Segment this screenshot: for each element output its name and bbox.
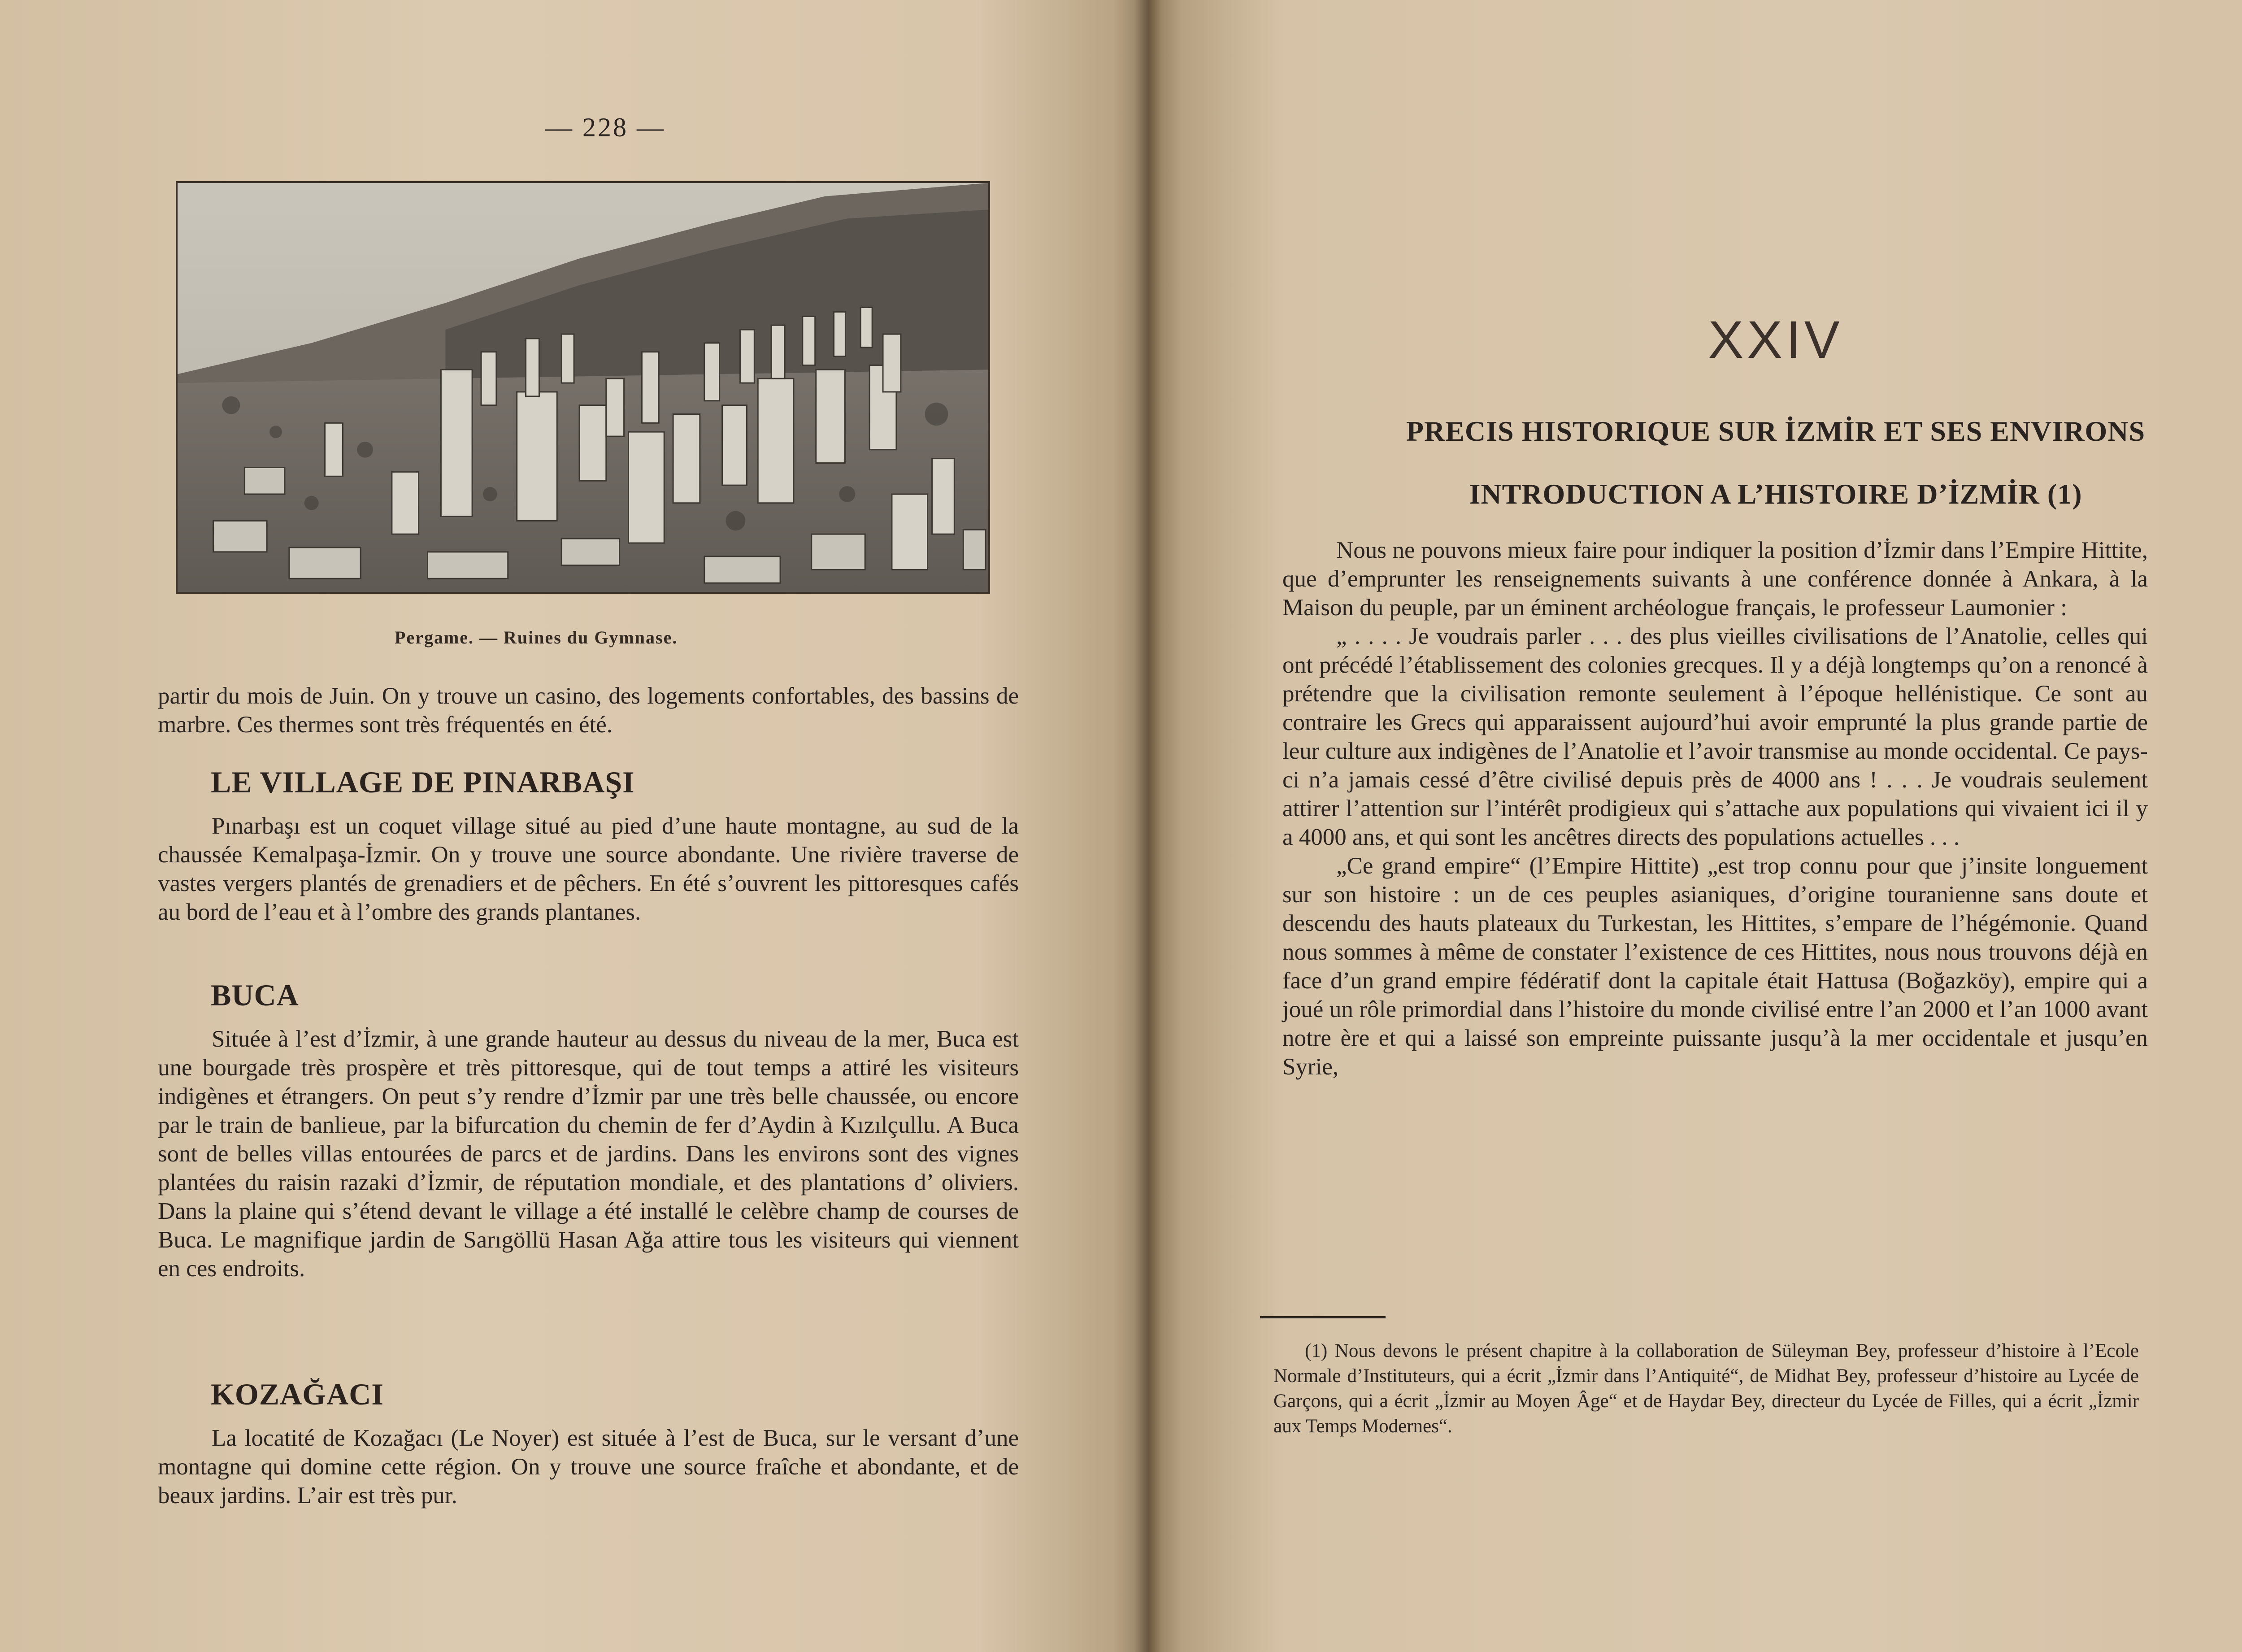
section-text: Située à l’est d’İzmir, à une grande hauteur au dessus du niveau de la mer, Buca est une bourgade très prospère et très pittoresque, qui de tout temps a attiré les visiteurs indigènes et étrangers. On peut s’y rendre d’İzmir par une très belle chaussée, ou encore par le train de banlieue, par la bifurcation du chemin de fer d’Aydin à Kızılçullu. A Buca sont de belles villas entourées de parcs et de jardins. Dans les environs sont des vignes plantées du raisin razaki d’İzmir, de réputation mondiale, et des plantations d’ oliviers. Dans la plaine qui s’étend devant le village a été installé le celèbre champ de courses de Buca. Le magnifique jardin de Sarıgöllü Hasan Ağa attire tous les visiteurs qui viennent en ces endroits. xyxy=(158,1026,1019,1282)
section-heading-kozagaci: KOZAĞACI xyxy=(211,1377,384,1411)
intro-text: partir du mois de Juin. On y trouve un casino, des logements confortables, des bassins de marbre. Ces thermes sont très fréquentés en été. xyxy=(158,683,1019,738)
section-heading-pinarbasi: LE VILLAGE DE PINARBAŞI xyxy=(211,765,635,799)
chapter-title: PRECIS HISTORIQUE SUR İZMİR ET SES ENVIRONS xyxy=(1406,415,2146,447)
chapter-body xyxy=(1282,536,2148,1081)
section-body-buca xyxy=(158,1025,1019,1283)
section-body-pinarbasi xyxy=(158,812,1019,926)
intro-paragraph xyxy=(158,682,1019,739)
chapter-subtitle: INTRODUCTION A L’HISTOIRE D’İZMİR (1) xyxy=(1469,478,2082,510)
section-heading-buca: BUCA xyxy=(211,978,299,1012)
section-text: Pınarbaşı est un coquet village situé au pied d’une haute montagne, au sud de la chaussée Kemalpaşa-İzmir. On y trouve une source abondante. Une rivière traverse de vastes vergers plantés de grenadiers et de pêchers. En été s’ouvrent les pittoresques cafés au bord de l’eau et à l’ombre des grands plantanes. xyxy=(158,813,1019,925)
section-text: La locatité de Kozağacı (Le Noyer) est située à l’est de Buca, sur le versant d’une montagne qui domine cette région. On y trouve une source fraîche et abondante, et de beaux jardins. L’air est très pur. xyxy=(158,1425,1019,1509)
book-gutter xyxy=(1134,0,1161,1652)
ruins-illustration xyxy=(178,183,988,592)
body-paragraph: „ . . . . Je voudrais parler . . . des plus vieilles civilisations de l’Anatolie, celles qui ont précédé l’établissement des colonies grecques. Il y a déjà longtemps qu’on a renoncé à prétendre que la civilisation remonte seulement à l’époque hellénistique. Ce sont au contraire les Grecs qui apparaissent aujourd’hui avoir emprunté la plus grande partie de leur culture aux indigènes de l’Anatolie et l’avoir transmise au monde occidental. Ce pays-ci n’a jamais cessé d’être civilisé depuis près de 4000 ans ! . . . Je voudrais seulement attirer l’attention sur l’intérêt prodigieux qui s’attache aux populations qui vivaient ici il y a 4000 ans, et qui sont les ancêtres directs des populations actuelles . . . xyxy=(1282,623,2148,850)
footnote xyxy=(1273,1339,2139,1439)
section-body-kozagaci xyxy=(158,1424,1019,1510)
pergamon-gymnasium-photo xyxy=(176,181,990,594)
body-paragraph: „Ce grand empire“ (l’Empire Hittite) „est trop connu pour que j’insite longuement sur son histoire : un de ces peuples asianiques, d’origine touranienne sans doute et descendu des hauts plateaux du Turkestan, les Hittites, s’empare de l’hégémonie. Quand nous sommes à même de constater l’existence de ces Hittites, nous nous trouvons déjà en face d’un grand empire fédératif dont la capitale était Hattusa (Boğazköy), empire qui a joué un rôle primordial dans l’histoire du monde civilisé entre l’an 2000 et l’an 1000 avant notre ère et qui a laissé son empreinte puissante jusqu’à la mer occidentale et jusqu’en Syrie, xyxy=(1282,853,2148,1080)
chapter-number: XXIV xyxy=(1708,310,1843,370)
page-number: — 228 — xyxy=(545,113,665,142)
footnote-rule xyxy=(1260,1316,1386,1318)
footnote-text: (1) Nous devons le présent chapitre à la collaboration de Süleyman Bey, professeur d’histoire à l’Ecole Normale d’Instituteurs, qui a écrit „İzmir dans l’Antiquité“, de Midhat Bey, professeur d’histoire au Lycée de Garçons, qui a écrit „İzmir au Moyen Âge“ et de Haydar Bey, directeur du Lycée de Filles, qui a écrit „İzmir aux Temps Modernes“. xyxy=(1273,1340,2139,1437)
body-paragraph: Nous ne pouvons mieux faire pour indiquer la position d’İzmir dans l’Empire Hittite, que d’emprunter les renseignements suivants à une conférence donnée à Ankara, à la Maison du peuple, par un éminent archéologue français, le professeur Laumonier : xyxy=(1282,537,2148,621)
photo-caption: Pergame. — Ruines du Gymnase. xyxy=(395,627,678,648)
